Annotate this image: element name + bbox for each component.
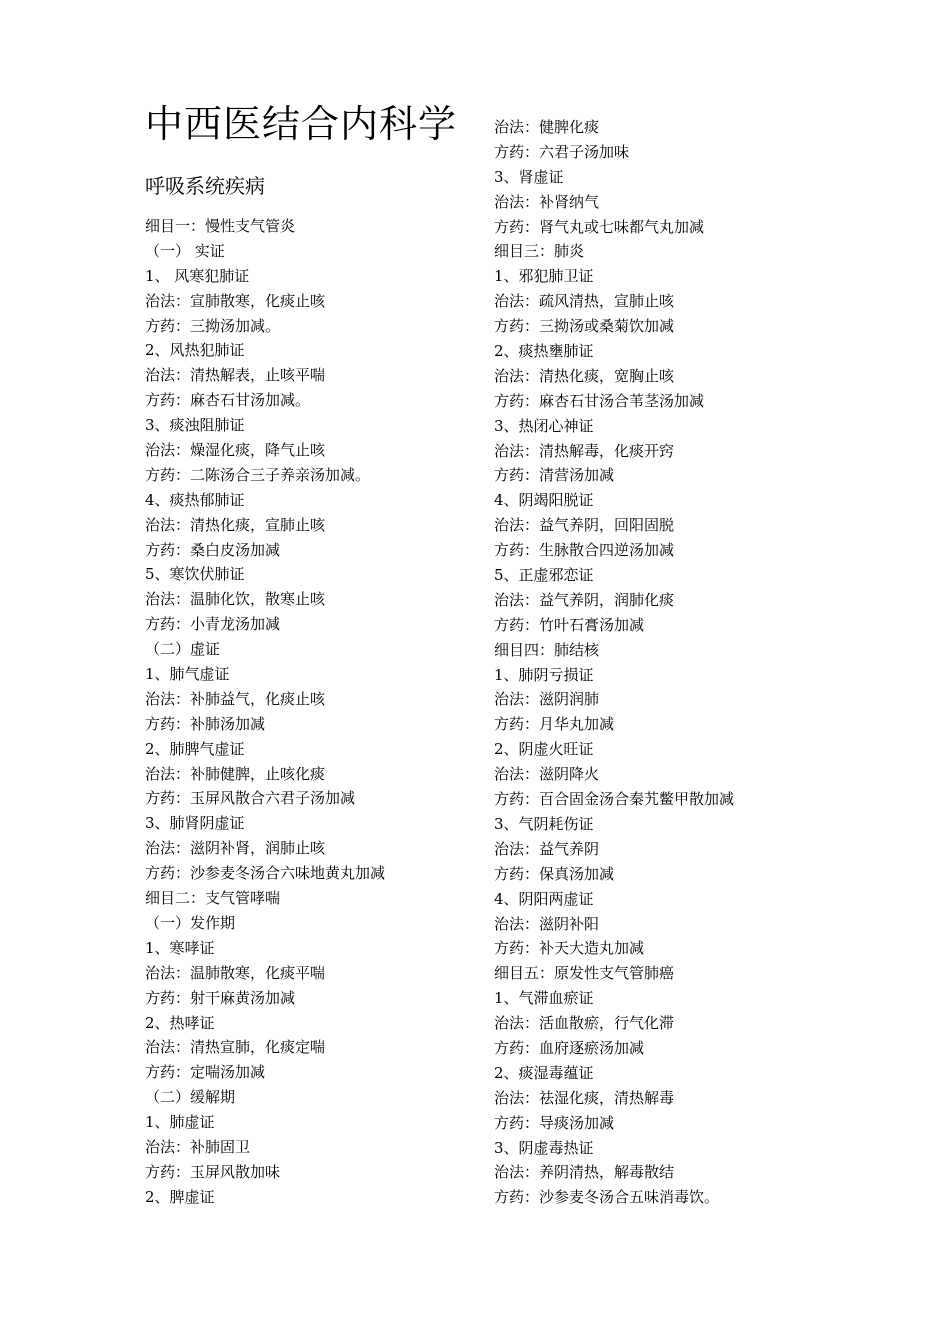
- text-line: 方药：三拗汤加减。: [145, 316, 281, 335]
- text-line: 细目一：慢性支气管炎: [145, 217, 296, 235]
- text-line: 治法：温肺化饮，散寒止咳: [145, 590, 326, 609]
- text-line: 治法：滋阴降火: [494, 765, 600, 784]
- text-line: 3、肾虚证: [494, 167, 564, 186]
- text-line: 方药：生脉散合四逆汤加减: [494, 541, 675, 560]
- text-line: 方药：小青龙汤加减: [145, 615, 281, 634]
- text-line: 细目四：肺结核: [494, 640, 600, 659]
- text-line: 治法：滋阴补肾，润肺止咳: [145, 839, 326, 858]
- text-line: 细目二：支气管哮喘: [145, 889, 281, 908]
- text-line: 方药：清营汤加减: [494, 466, 615, 485]
- text-line: 治法：补肾纳气: [494, 192, 600, 211]
- text-line: 治法：补肺固卫: [145, 1137, 251, 1156]
- text-line: 方药：竹叶石膏汤加减: [494, 615, 645, 634]
- text-line: 治法：清热化痰，宣肺止咳: [145, 515, 326, 534]
- text-line: 方药：补天大造丸加减: [494, 939, 645, 958]
- text-line: 3、肺肾阴虚证: [145, 814, 245, 833]
- text-line: 1、肺阴亏损证: [494, 665, 594, 684]
- text-line: 治法：滋阴补阳: [494, 914, 600, 933]
- text-line: 治法：健脾化痰: [494, 118, 600, 136]
- text-line: 1、气滞血瘀证: [494, 989, 594, 1008]
- text-line: 细目五：原发性支气管肺癌: [494, 964, 675, 983]
- text-line: 治法：清热解表，止咳平喘: [145, 366, 326, 385]
- text-line: 治法：清热化痰，宽胸止咳: [494, 366, 675, 385]
- left-column: [145, 214, 475, 1210]
- text-line: 方药：麻杏石甘汤合苇茎汤加减: [494, 391, 705, 410]
- text-line: 方药：血府逐瘀汤加减: [494, 1038, 645, 1057]
- text-line: 2、肺脾气虚证: [145, 739, 245, 758]
- text-line: 治法：清热解毒，化痰开窍: [494, 441, 675, 460]
- text-line: 方药：桑白皮汤加减: [145, 540, 281, 559]
- text-line: 1、邪犯肺卫证: [494, 267, 594, 286]
- text-line: 治法：宣肺散寒，化痰止咳: [145, 291, 326, 310]
- text-line: 方药：六君子汤加味: [494, 142, 630, 161]
- text-line: 4、痰热郁肺证: [145, 490, 245, 509]
- text-line: 治法：益气养阴，回阳固脱: [494, 516, 675, 535]
- text-line: （二）虚证: [145, 640, 221, 659]
- text-line: 4、阴阳两虚证: [494, 889, 594, 908]
- text-line: 1、寒哮证: [145, 938, 215, 957]
- text-line: 治法：清热宣肺，化痰定喘: [145, 1038, 326, 1057]
- text-line: 1、肺虚证: [145, 1113, 215, 1132]
- text-line: 2、脾虚证: [145, 1187, 215, 1206]
- text-line: 治法：温肺散寒，化痰平喘: [145, 963, 326, 982]
- text-line: 3、痰浊阻肺证: [145, 416, 245, 435]
- section-title: 呼吸系统疾病: [145, 174, 265, 198]
- text-line: 5、正虚邪恋证: [494, 566, 594, 585]
- text-line: 2、风热犯肺证: [145, 341, 245, 360]
- text-line: （一） 实证: [145, 241, 225, 260]
- text-line: 方药：沙参麦冬汤合五味消毒饮。: [494, 1188, 720, 1207]
- text-line: 治法：燥湿化痰，降气止咳: [145, 441, 326, 460]
- text-line: 治法：祛湿化痰，清热解毒: [494, 1088, 675, 1107]
- text-line: 治法：益气养阴，润肺化痰: [494, 590, 675, 609]
- text-line: 5、寒饮伏肺证: [145, 565, 245, 584]
- text-line: 2、痰湿毒蕴证: [494, 1063, 594, 1082]
- text-line: 方药：玉屏风散加味: [145, 1162, 281, 1181]
- text-line: 方药：三拗汤或桑菊饮加减: [494, 317, 675, 336]
- text-line: 4、阴竭阳脱证: [494, 491, 594, 510]
- text-line: 治法：滋阴润肺: [494, 690, 600, 709]
- text-line: 方药：补肺汤加减: [145, 714, 266, 733]
- text-line: 2、热哮证: [145, 1013, 215, 1032]
- text-line: 方药：玉屏风散合六君子汤加减: [145, 789, 356, 808]
- text-line: 方药：麻杏石甘汤加减。: [145, 391, 311, 410]
- text-line: 3、阴虚毒热证: [494, 1138, 594, 1157]
- text-line: 方药：定喘汤加减: [145, 1063, 266, 1082]
- page-title: 中西医结合内科学: [145, 102, 458, 146]
- text-line: （二）缓解期: [145, 1088, 236, 1107]
- text-line: 治法：补肺益气，化痰止咳: [145, 689, 326, 708]
- text-line: 1、 风寒犯肺证: [145, 266, 250, 285]
- text-line: 方药：月华丸加减: [494, 715, 615, 734]
- text-line: 方药：百合固金汤合秦艽鳖甲散加减: [494, 790, 735, 809]
- text-line: 方药：肾气丸或七味都气丸加减: [494, 217, 705, 236]
- text-line: 治法：益气养阴: [494, 839, 600, 858]
- text-line: 方药：二陈汤合三子养亲汤加减。: [145, 465, 371, 484]
- text-line: 3、气阴耗伤证: [494, 814, 594, 833]
- text-line: 治法：疏风清热，宣肺止咳: [494, 292, 675, 311]
- text-line: 方药：保真汤加减: [494, 864, 615, 883]
- right-column: [494, 115, 794, 1210]
- text-line: 治法：养阴清热，解毒散结: [494, 1163, 675, 1182]
- text-line: （一）发作期: [145, 913, 236, 932]
- text-line: 治法：活血散瘀，行气化滞: [494, 1014, 675, 1033]
- text-line: 方药：射干麻黄汤加减: [145, 988, 296, 1007]
- text-line: 方药：沙参麦冬汤合六味地黄丸加减: [145, 864, 386, 883]
- text-line: 3、热闭心神证: [494, 416, 594, 435]
- text-line: 治法：补肺健脾，止咳化痰: [145, 764, 326, 783]
- text-line: 细目三：肺炎: [494, 242, 585, 261]
- text-line: 1、肺气虚证: [145, 665, 230, 684]
- text-line: 2、阴虚火旺证: [494, 740, 594, 759]
- text-line: 2、痰热壅肺证: [494, 342, 594, 361]
- text-line: 方药：导痰汤加减: [494, 1113, 615, 1132]
